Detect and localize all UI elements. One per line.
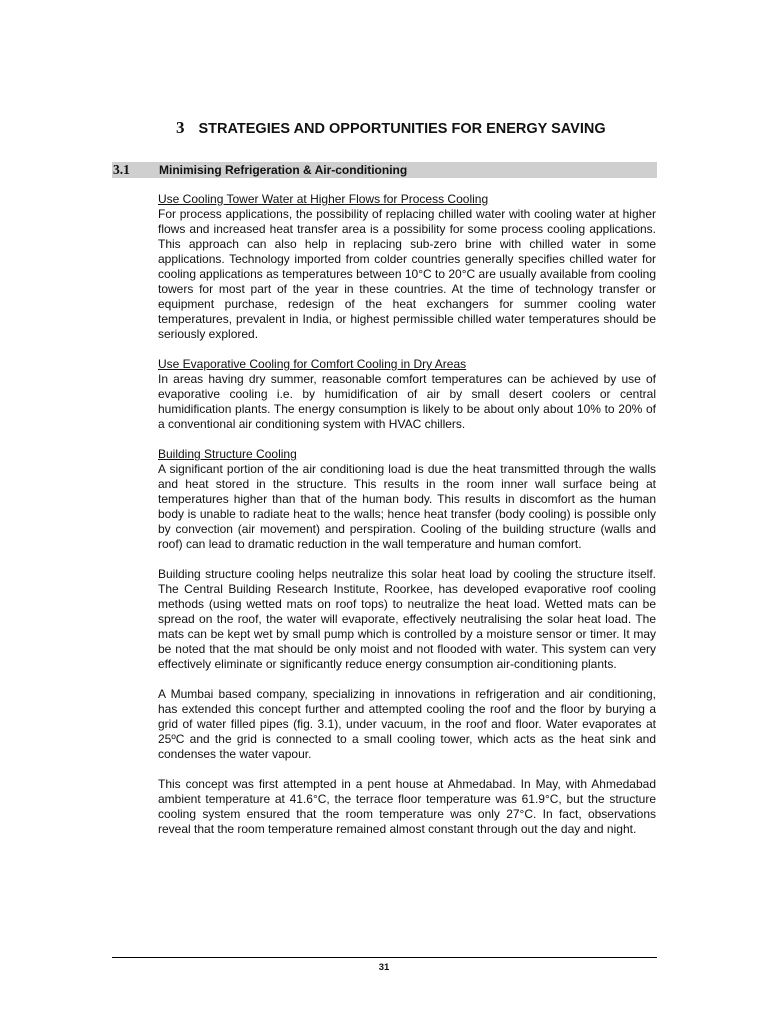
paragraph: A significant portion of the air conditioning load is due the heat transmitted through the walls and heat stored in the structure. This results in the room inner wall surface being at temperatures higher than that of the human body. This results in discomfort as the human body is unable to radiate heat to the walls; hence heat transfer (body cooling) is possible only by convection (air movement) and perspiration. Cooling of the building structure (walls and roof) can lead to dramatic reduction in the wall temperature and human comfort. xyxy=(158,462,656,551)
chapter-heading xyxy=(176,118,676,138)
paragraph: This concept was first attempted in a pent house at Ahmedabad. In May, with Ahmedabad ambient temperature at 41.6°C, the terrace floor temperature was 61.9°C, but the structure cooling system ensured that the room temperature was only 27°C. In fact, observations reveal that the room temperature remained almost constant through out the day and night. xyxy=(158,777,656,836)
body-content xyxy=(158,192,656,852)
paragraph: Building structure cooling helps neutralize this solar heat load by cooling the structure itself. The Central Building Research Institute, Roorkee, has developed evaporative roof cooling methods (using wetted mats on roof tops) to neutralize the heat load. Wetted mats can be spread on the roof, the water will evaporate, effectively neutralising the solar heat load. The mats can be kept wet by small pump which is controlled by a moisture sensor or timer. It may be noted that the mat should be only moist and not flooded with water. This system can very effectively eliminate or significantly reduce energy consumption air-conditioning plants. xyxy=(158,567,656,671)
block-cooling-tower xyxy=(158,192,656,342)
chapter-title: STRATEGIES AND OPPORTUNITIES FOR ENERGY SAVING xyxy=(198,121,606,137)
paragraph: In areas having dry summer, reasonable comfort temperatures can be achieved by use of evaporative cooling i.e. by humidification of air by small desert coolers or central humidification plants. The energy consumption is likely to be about only about 10% to 20% of a conventional air conditioning system with HVAC chillers. xyxy=(158,372,656,431)
block-evaporative-cooling xyxy=(158,357,656,432)
section-title: Minimising Refrigeration & Air-conditioning xyxy=(159,163,408,177)
subheading: Building Structure Cooling xyxy=(158,447,297,461)
chapter-number: 3 xyxy=(176,118,185,137)
paragraph: For process applications, the possibility of replacing chilled water with cooling water at higher flows and increased heat transfer area is a possibility for some process cooling applications. This approach can also help in replacing sub-zero brine with chilled water in some applications. Technology imported from colder countries generally specifies chilled water for cooling applications as temperatures between 10°C to 20°C are usually available from cooling towers for most part of the year in these countries. At the time of technology transfer or equipment purchase, redesign of the heat exchangers for summer cooling water temperatures, prevalent in India, or highest permissible chilled water temperatures should be seriously explored. xyxy=(158,207,656,341)
block-building-structure-cooling xyxy=(158,447,656,837)
section-number: 3.1 xyxy=(113,162,130,177)
page-number: 31 xyxy=(378,962,390,973)
subheading: Use Evaporative Cooling for Comfort Cooling in Dry Areas xyxy=(158,357,467,371)
subheading: Use Cooling Tower Water at Higher Flows for Process Cooling xyxy=(158,192,489,206)
paragraph: A Mumbai based company, specializing in innovations in refrigeration and air conditioning, has extended this concept further and attempted cooling the roof and the floor by burying a grid of water filled pipes (fig. 3.1), under vacuum, in the roof and floor. Water evaporates at 25ºC and the grid is connected to a small cooling tower, which acts as the heat sink and condenses the water vapour. xyxy=(158,687,656,761)
footer-rule xyxy=(112,957,657,958)
